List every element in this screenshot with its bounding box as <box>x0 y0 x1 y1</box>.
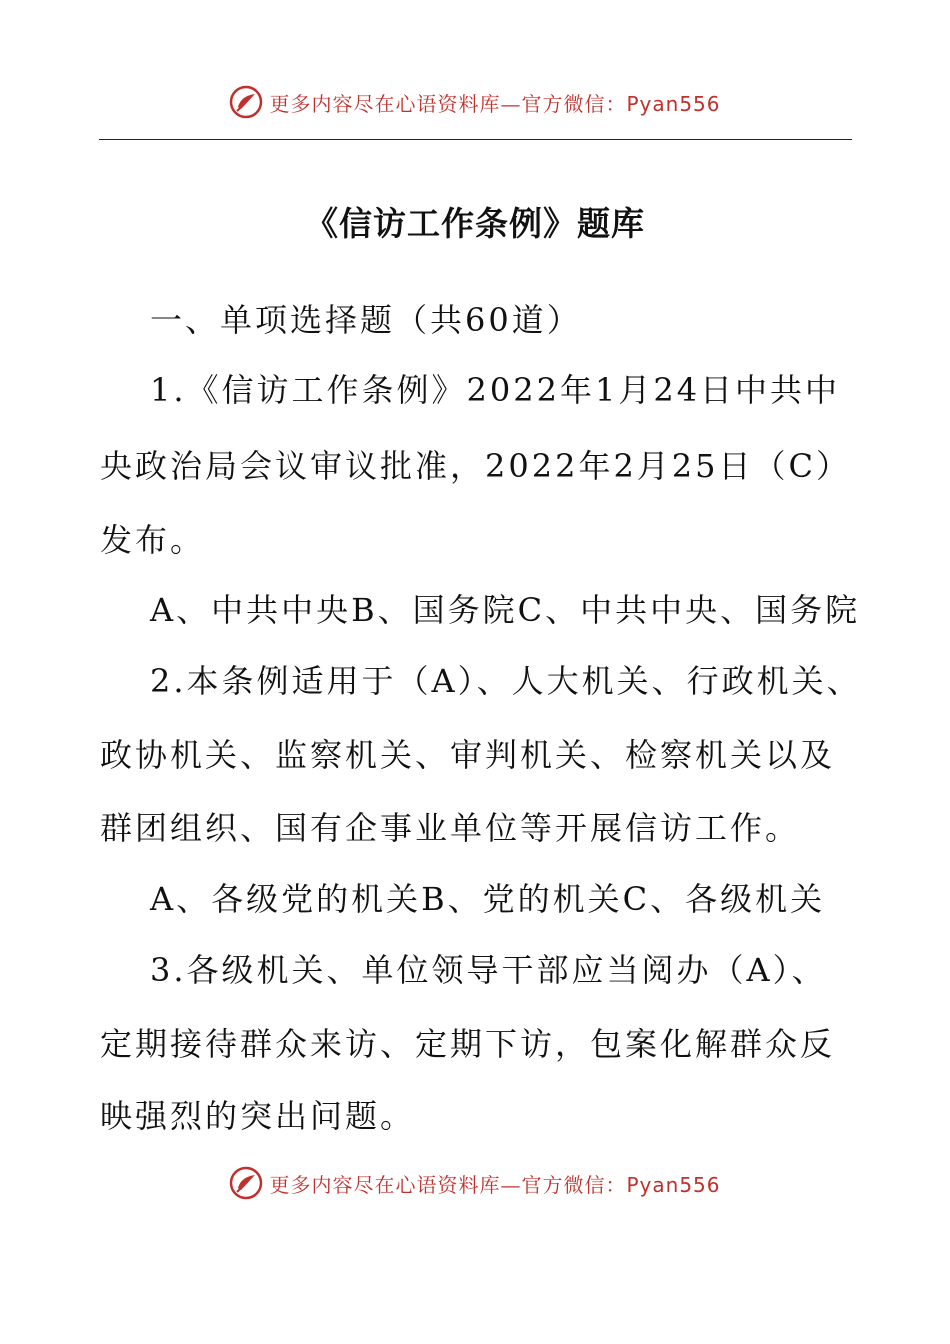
footer-contact-label: 官方微信： <box>521 1172 627 1197</box>
footer-banner-text <box>269 1169 720 1198</box>
header-contact-label: 官方微信： <box>521 91 627 116</box>
q2-line-1: 2.本条例适用于（A）、人大机关、行政机关、 <box>150 662 862 700</box>
q1-line-3: 发布。 <box>100 521 206 559</box>
q1-line-2: 央政治局会议审议批准，2022年2月25日（C） <box>100 447 852 485</box>
header-banner-text <box>269 88 720 117</box>
header-contact-id: Pyan556 <box>626 91 721 116</box>
q2-line-2: 政协机关、监察机关、审判机关、检察机关以及 <box>100 736 836 774</box>
footer-contact-id: Pyan556 <box>626 1172 721 1197</box>
q1-line-1: 1.《信访工作条例》2022年1月24日中共中 <box>150 371 841 409</box>
q1-options: A、中共中央B、国务院C、中共中央、国务院 <box>150 591 861 629</box>
page-title: 《信访工作条例》题库 <box>305 204 645 243</box>
q2-options: A、各级党的机关B、党的机关C、各级机关 <box>150 880 826 918</box>
brand-logo-icon <box>229 85 263 119</box>
header-divider <box>99 139 852 140</box>
section-heading: 一、单项选择题（共60道） <box>150 301 582 339</box>
q2-line-3: 群团组织、国有企事业单位等开展信访工作。 <box>100 809 801 847</box>
header-banner <box>0 82 950 122</box>
q3-line-1: 3.各级机关、单位领导干部应当阅办（A）、 <box>150 951 827 989</box>
brand-logo-icon <box>229 1166 263 1200</box>
header-brand: 更多内容尽在心语资料库 <box>269 91 501 116</box>
footer-brand: 更多内容尽在心语资料库 <box>269 1172 501 1197</box>
footer-banner <box>0 1163 950 1203</box>
q3-line-2: 定期接待群众来访、定期下访，包案化解群众反 <box>100 1025 836 1063</box>
q3-line-3: 映强烈的突出问题。 <box>100 1097 416 1135</box>
footer-dash: — <box>500 1172 522 1197</box>
header-dash: — <box>500 91 522 116</box>
